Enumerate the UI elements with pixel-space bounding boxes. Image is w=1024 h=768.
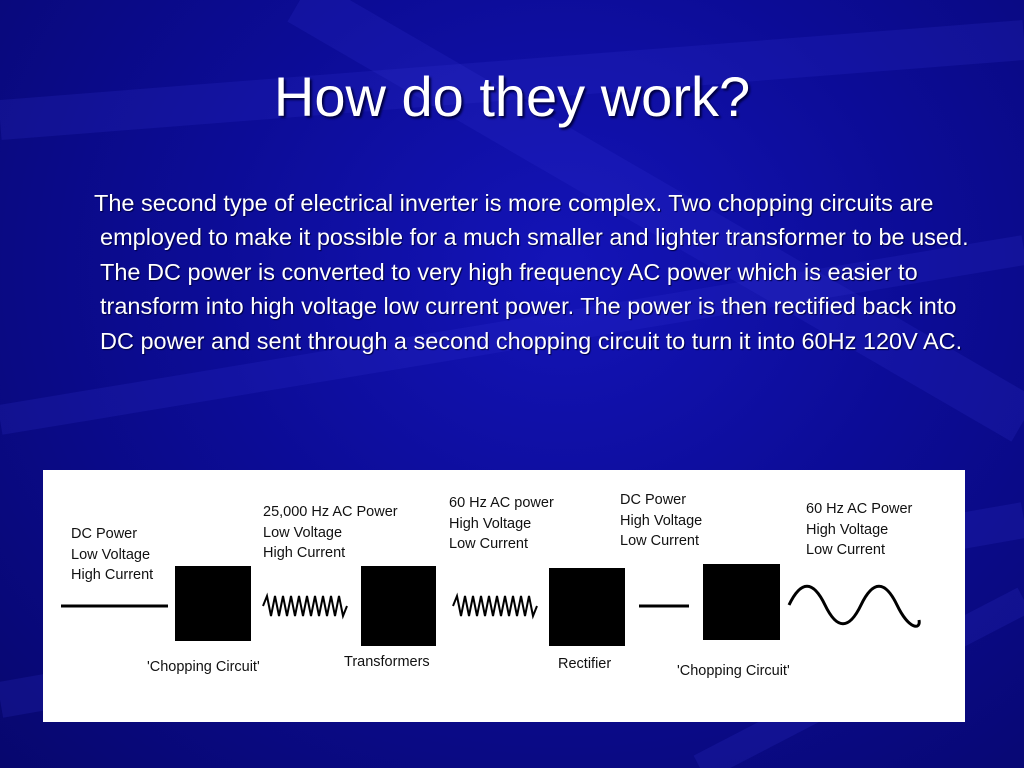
block-caption-transformers: Transformers xyxy=(344,654,430,670)
stage-label-line: 60 Hz AC power xyxy=(449,495,554,511)
output-sine-wave xyxy=(789,586,919,626)
chopping-circuit-block-2 xyxy=(703,564,780,640)
chopping-circuit-block-1 xyxy=(175,566,251,641)
stage-label-25khz xyxy=(263,502,398,564)
stage-label-line: High Current xyxy=(263,545,346,561)
inverter-diagram xyxy=(43,470,965,722)
slide-title: How do they work? xyxy=(273,65,751,128)
stage-label-dc-input xyxy=(71,524,153,586)
block-caption-rectifier: Rectifier xyxy=(558,656,612,672)
high-frequency-wave-1 xyxy=(263,596,347,616)
high-frequency-wave-2 xyxy=(453,596,537,616)
stage-label-line: Low Voltage xyxy=(71,546,151,563)
block-caption-chopping-circuit-1: 'Chopping Circuit' xyxy=(147,659,260,675)
stage-label-line: Low Current xyxy=(806,542,885,558)
stage-label-line: 60 Hz AC Power xyxy=(806,501,913,517)
stage-label-line: 25,000 Hz AC Power xyxy=(263,504,398,520)
stage-label-60hz-hv xyxy=(449,493,554,555)
stage-label-line: Low Voltage xyxy=(263,524,343,541)
stage-label-line: High Current xyxy=(71,567,154,583)
stage-label-60hz-output xyxy=(806,499,912,561)
stage-label-line: High Voltage xyxy=(806,521,889,538)
stage-label-dc-hv xyxy=(620,490,702,552)
slide-body-text: The second type of electrical inverter is more complex. Two chopping circuits are employed to make it possible for a much smaller and lighter transformer to be used. The DC power is converted to very high frequency AC power which is easier to transform into high voltage low current power. The power is then rectified back into DC power and sent through a second chopping circuit to turn it into 60Hz 120V AC. xyxy=(94,190,969,354)
stage-label-line: Low Current xyxy=(620,533,699,549)
stage-label-line: High Voltage xyxy=(620,512,703,529)
stage-label-line: High Voltage xyxy=(449,515,532,532)
rectifier-block xyxy=(549,568,625,646)
stage-label-line: DC Power xyxy=(71,526,138,542)
transformer-block xyxy=(361,566,436,646)
stage-label-line: DC Power xyxy=(620,492,687,508)
block-caption-chopping-circuit-2: 'Chopping Circuit' xyxy=(677,663,790,679)
stage-label-line: Low Current xyxy=(449,536,528,552)
